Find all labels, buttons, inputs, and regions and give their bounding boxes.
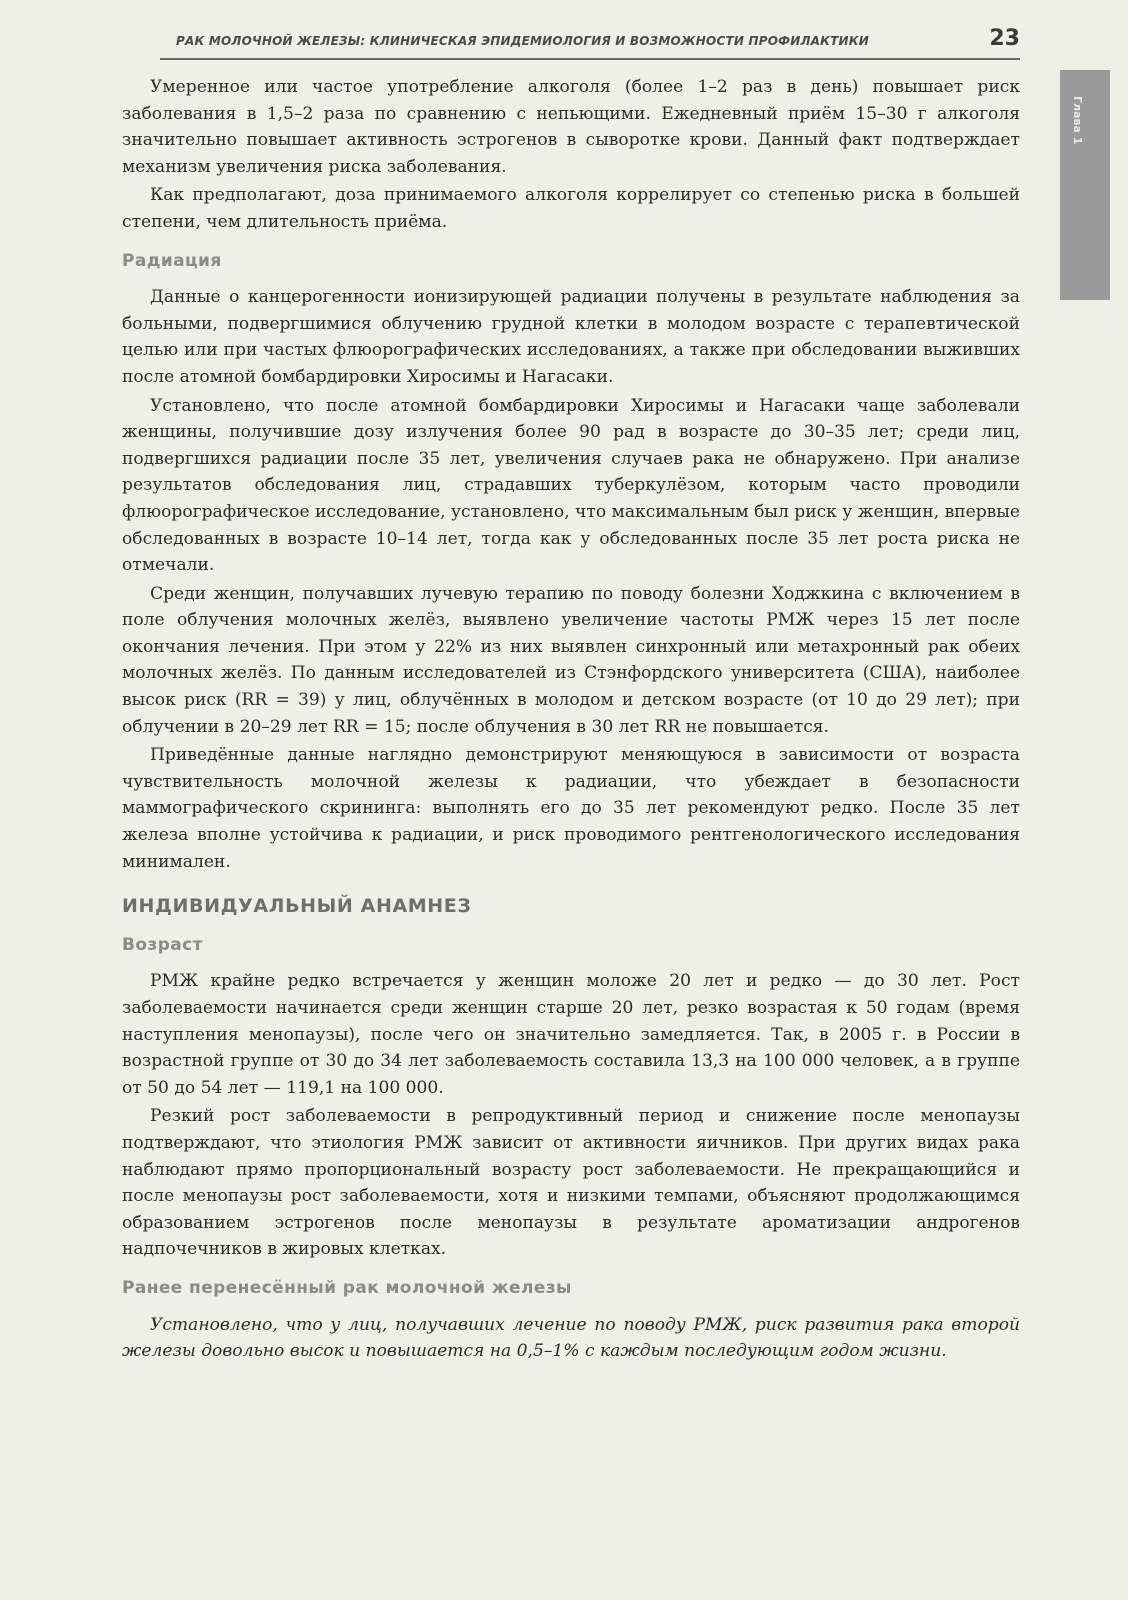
- paragraph-radiation-2: Установлено, что после атомной бомбардировки Хиросимы и Нагасаки чаще заболевали женщины, получившие дозу излучения более 90 рад в возрасте до 30–35 лет; среди лиц, подвергшихся радиации после 35 лет, увеличения случаев рака не обнаружено. При анализе результатов обследования лиц, страдавших туберкулёзом, которым часто проводили флюорографическое исследование, установлено, что максимальным был риск у женщин, впервые обследованных в возрасте 10–14 лет, тогда как у обследованных после 35 лет роста риска не отмечали.: [122, 395, 1020, 576]
- running-head: РАК МОЛОЧНОЙ ЖЕЛЕЗЫ: КЛИНИЧЕСКАЯ ЭПИДЕМИОЛОГИЯ И ВОЗМОЖНОСТИ ПРОФИЛАКТИКИ: [176, 34, 869, 48]
- paragraph-age-2: Резкий рост заболеваемости в репродуктивный период и снижение после менопаузы подтверждают, что этиология РМЖ зависит от активности яичников. При других видах рака наблюдают прямо пропорциональный возрасту рост заболеваемости. Не прекращающийся и после менопаузы рост заболеваемости, хотя и низкими темпами, объясняют продолжающимся образованием эстрогенов после менопаузы в результате ароматизации андрогенов надпочечников в жировых клетках.: [122, 1106, 1020, 1260]
- heading-radiation: Радиация: [122, 250, 222, 271]
- chapter-tab-label: Глава 1: [1071, 96, 1084, 145]
- page-number: 23: [989, 26, 1020, 51]
- heading-age: Возраст: [122, 934, 203, 955]
- heading-prior-breast-cancer: Ранее перенесённый рак молочной железы: [122, 1277, 572, 1298]
- paragraph-radiation-1: Данные о канцерогенности ионизирующей радиации получены в результате наблюдения за больными, подвергшимися облучению грудной клетки в молодом возрасте с терапевтической целью или при частых флюорографических исследованиях, а также при обследовании выживших после атомной бомбардировки Хиросимы и Нагасаки.: [122, 287, 1020, 387]
- paragraph-prior-1: Установлено, что у лиц, получавших лечение по поводу РМЖ, риск развития рака второй железы довольно высок и повышается на 0,5–1% с каждым последующим годом жизни.: [122, 1314, 1020, 1362]
- paragraph-alcohol-2: Как предполагают, доза принимаемого алкоголя коррелирует со степенью риска в большей степени, чем длительность приёма.: [122, 185, 1020, 232]
- paragraph-radiation-3: Среди женщин, получавших лучевую терапию по поводу болезни Ходжкина с включением в поле облучения молочных желёз, выявлено увеличение частоты РМЖ через 15 лет после окончания лечения. При этом у 22% из них выявлен синхронный или метахронный рак обеих молочных желёз. По данным исследователей из Стэнфордского университета (США), наиболее высок риск (RR = 39) у лиц, облучённых в молодом и детском возрасте (от 10 до 29 лет); при облучении в 20–29 лет RR = 15; после облучения в 30 лет RR не повышается.: [122, 583, 1020, 737]
- heading-individual-anamnesis: ИНДИВИДУАЛЬНЫЙ АНАМНЕЗ: [122, 895, 472, 918]
- chapter-thumb-tab: [1060, 70, 1110, 300]
- paragraph-radiation-4: Приведённые данные наглядно демонстрируют меняющуюся в зависимости от возраста чувствительность молочной железы к радиации, что убеждает в безопасности маммографического скрининга: выполнять его до 35 лет рекомендуют редко. После 35 лет железа вполне устойчива к радиации, и риск проводимого рентгенологического исследования минимален.: [122, 745, 1020, 872]
- paragraph-age-1: РМЖ крайне редко встречается у женщин моложе 20 лет и редко — до 30 лет. Рост заболеваемости начинается среди женщин старше 20 лет, резко возрастая к 50 годам (время наступления менопаузы), после чего он значительно замедляется. Так, в 2005 г. в России в возрастной группе от 30 до 34 лет заболеваемость составила 13,3 на 100 000 человек, а в группе от 50 до 54 лет — 119,1 на 100 000.: [122, 971, 1020, 1098]
- page-body: [122, 74, 1020, 1367]
- paragraph-alcohol-1: Умеренное или частое употребление алкоголя (более 1–2 раз в день) повышает риск заболевания в 1,5–2 раза по сравнению с непьющими. Ежедневный приём 15–30 г алкоголя значительно повышает активность эстрогенов в сыворотке крови. Данный факт подтверждает механизм увеличения риска заболевания.: [122, 77, 1020, 177]
- page-header: [160, 28, 1020, 60]
